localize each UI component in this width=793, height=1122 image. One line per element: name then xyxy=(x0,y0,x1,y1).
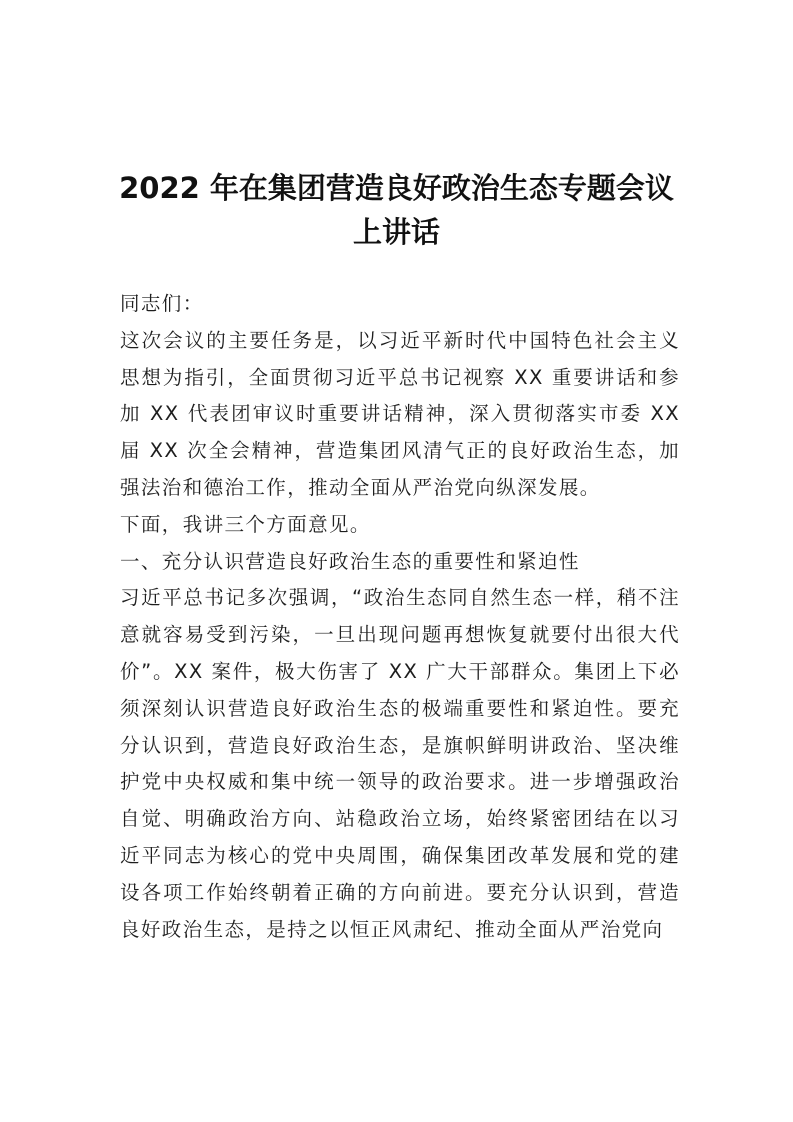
body-paragraph: 下面，我讲三个方面意见。 xyxy=(120,512,371,536)
body-paragraph: 这次会议的主要任务是，以习近平新时代中国特色社会主义思想为指引，全面贯彻习近平总书记视察 XX 重要讲话和参加 XX 代表团审议时重要讲话精神，深入贯彻落实市委 XX 届 XX 次全会精神，营造集团风清气正的良好政治生态，加强法治和德治工作，推动全面从严治党向纵深发展。 xyxy=(120,328,680,499)
body-paragraph: 习近平总书记多次强调，“政治生态同自然生态一样，稍不注意就容易受到污染，一旦出现问题再想恢复就要付出很大代价”。XX 案件，极大伤害了 XX 广大干部群众。集团上下必须深刻认识营造良好政治生态的极端重要性和紧迫性。要充分认识到，营造良好政治生态，是旗帜鲜明讲政治、坚决维护党中央权威和集中统一领导的政治要求。进一步增强政治自觉、明确政治方向、站稳政治立场，始终紧密团结在以习近平同志为核心的党中央周围，确保集团改革发展和党的建设各项工作始终朝着正确的方向前进。要充分认识到，营造良好政治生态，是持之以恒正风肃纪、推动全面从严治党向 xyxy=(120,586,680,941)
document-title-line-1: 2022 年在集团营造良好政治生态专题会议 xyxy=(119,171,674,205)
salutation: 同志们： xyxy=(120,292,204,315)
section-heading: 一、充分认识营造良好政治生态的重要性和紧迫性 xyxy=(120,549,580,573)
document-body xyxy=(120,286,680,948)
document-title-line-2: 上讲话 xyxy=(352,215,440,249)
